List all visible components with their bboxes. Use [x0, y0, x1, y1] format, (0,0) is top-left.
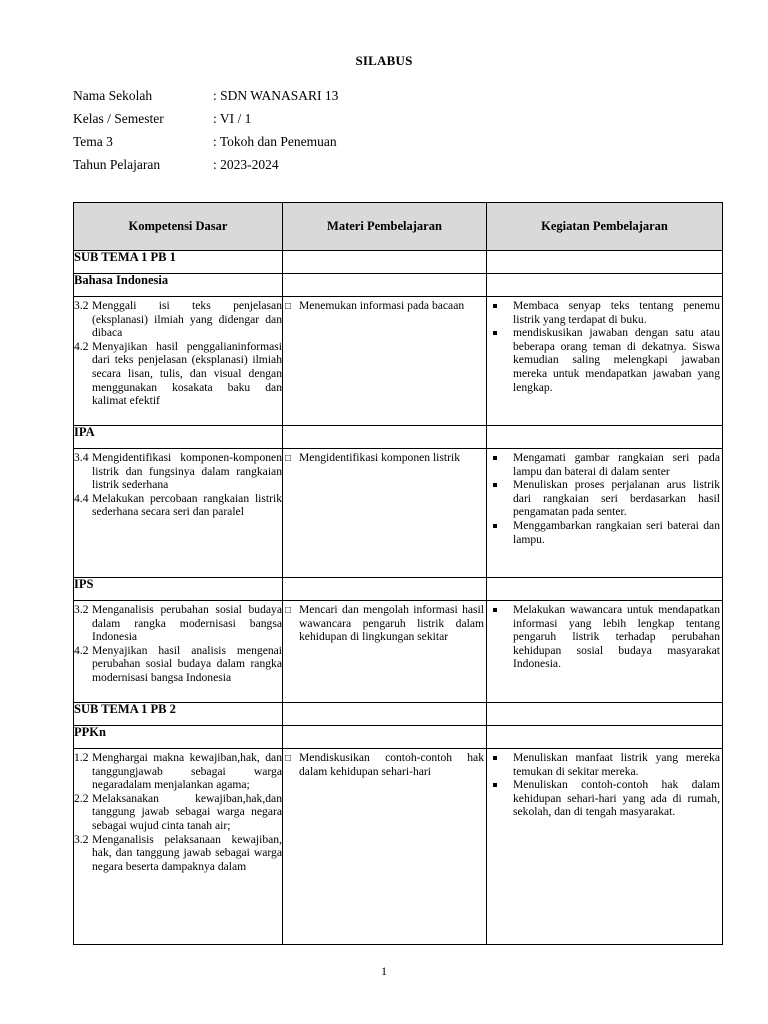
materi-text: Menemukan informasi pada bacaan	[299, 299, 465, 312]
meta-info	[73, 88, 338, 180]
kegiatan-cell	[487, 297, 723, 426]
checkbox-glyph-icon: □	[285, 605, 292, 616]
subtema-row	[74, 251, 723, 274]
kd-text: Mengidentifikasi komponen-komponen listrik dan fungsinya dalam rangkaian listrik sederhana	[92, 451, 282, 492]
kegiatan-list	[487, 601, 722, 671]
kd-text: Melakukan percobaan rangkaian listrik sederhana secara seri dan paralel	[92, 491, 282, 519]
kd-text: Menggali isi teks penjelasan (eksplanasi) ilmiah yang didengar dan dibaca	[92, 299, 282, 340]
list-item: Menuliskan proses perjalanan arus listrik dari rangkaian seri berdasarkan hasil pengamatan pada senter.	[513, 478, 720, 519]
meta-label: Tahun Pelajaran	[73, 157, 161, 172]
kd-cell	[74, 449, 283, 578]
kd-number: 4.2	[74, 339, 89, 353]
syllabus-table	[73, 202, 723, 945]
kd-cell	[74, 297, 283, 426]
subject-row	[74, 274, 723, 297]
kd-text: Menyajikan hasil analisis mengenai perubahan sosial budaya dalam rangka modernisasi bangsa Indonesia	[92, 643, 282, 684]
list-item: Menuliskan contoh-contoh hak dalam kehidupan sehari-hari yang ada di rumah, sekolah, dan di tengah masyarakat.	[513, 778, 720, 819]
page-number: 1	[381, 964, 387, 978]
list-item: Membaca senyap teks tentang penemu listrik yang terdapat di buku.	[513, 299, 720, 326]
table-row	[74, 601, 723, 703]
materi-cell	[283, 297, 487, 426]
kegiatan-cell	[487, 601, 723, 703]
header-materi: Materi Pembelajaran	[283, 203, 487, 251]
subject-row	[74, 726, 723, 749]
subject-title: IPS	[74, 578, 283, 601]
subtema-row	[74, 703, 723, 726]
document-title: SILABUS	[355, 53, 413, 68]
materi-text: Mengidentifikasi komponen listrik	[299, 451, 461, 464]
kegiatan-cell	[487, 449, 723, 578]
meta-value: : Tokoh dan Penemuan	[213, 134, 337, 149]
subject-title: PPKn	[74, 726, 283, 749]
meta-row-class	[73, 111, 338, 134]
kd-cell	[74, 601, 283, 703]
table-row	[74, 297, 723, 426]
kd-text: Menganalisis pelaksanaan kewajiban, hak, dan tanggung jawab sebagai warga negara beserta dampaknya dalam	[92, 832, 282, 873]
header-kompetensi: Kompetensi Dasar	[74, 203, 283, 251]
kd-number: 2.2	[74, 791, 89, 805]
subject-title: Bahasa Indonesia	[74, 274, 283, 297]
list-item: mendiskusikan jawaban dengan satu atau beberapa orang teman di dekatnya. Siswa kemudian saling melengkapi jawaban mereka untuk mendapatkan jawaban yang lengkap.	[513, 326, 720, 394]
checkbox-glyph-icon: □	[285, 753, 292, 764]
meta-value: : 2023-2024	[213, 157, 279, 172]
kd-number: 3.2	[74, 299, 89, 312]
list-item: Mengamati gambar rangkaian seri pada lampu dan baterai di dalam senter	[513, 451, 720, 478]
kd-text: Melaksanakan kewajiban,hak,dan tanggung jawab sebagai warga negara sebagai wujud cinta tanah air;	[92, 791, 282, 832]
kd-number: 4.2	[74, 643, 89, 657]
meta-row-theme	[73, 134, 338, 157]
kd-text: Menganalisis perubahan sosial budaya dalam rangka modernisasi bangsa Indonesia	[92, 603, 282, 644]
kd-cell	[74, 749, 283, 945]
subject-title: IPA	[74, 426, 283, 449]
materi-cell	[283, 449, 487, 578]
meta-row-school	[73, 88, 338, 111]
kd-number: 3.4	[74, 451, 89, 464]
table-row	[74, 749, 723, 945]
meta-row-year	[73, 157, 338, 180]
kd-number: 3.2	[74, 603, 89, 616]
kd-text: Menyajikan hasil penggalianinformasi dari teks penjelasan (eksplanasi) ilmiah secara lisan, tulis, dan visual dengan menggunakan kosakata baku dan kalimat efektif	[92, 339, 282, 408]
kd-number: 4.4	[74, 491, 89, 505]
materi-cell	[283, 749, 487, 945]
meta-label: Nama Sekolah	[73, 88, 153, 103]
header-kegiatan: Kegiatan Pembelajaran	[487, 203, 723, 251]
kd-number: 1.2	[74, 751, 89, 764]
table-header-row	[74, 203, 723, 251]
materi-text: Mendiskusikan contoh-contoh hak dalam kehidupan sehari-hari	[299, 751, 484, 778]
kegiatan-list	[487, 297, 722, 394]
subject-row	[74, 426, 723, 449]
meta-label: Kelas / Semester	[73, 111, 164, 126]
subtema-title: SUB TEMA 1 PB 1	[74, 251, 283, 274]
kegiatan-list	[487, 749, 722, 819]
materi-cell	[283, 601, 487, 703]
list-item: Melakukan wawancara untuk mendapatkan informasi yang lebih lengkap tentang pengaruh listrik terhadap perubahan kehidupan sosial budaya masyarakat Indonesia.	[513, 603, 720, 671]
checkbox-glyph-icon: □	[285, 453, 292, 464]
subject-row	[74, 578, 723, 601]
kd-number: 3.2	[74, 832, 89, 846]
kegiatan-cell	[487, 749, 723, 945]
table-row	[74, 449, 723, 578]
kegiatan-list	[487, 449, 722, 546]
meta-value: : VI / 1	[213, 111, 252, 126]
kd-text: Menghargai makna kewajiban,hak, dan tanggungjawab sebagai warga negaradalam menjalankan agama;	[92, 751, 282, 792]
subtema-title: SUB TEMA 1 PB 2	[74, 703, 283, 726]
meta-label: Tema 3	[73, 134, 113, 149]
materi-text: Mencari dan mengolah informasi hasil wawancara pengaruh listrik dalam kehidupan di lingkungan sekitar	[299, 603, 484, 644]
meta-value: : SDN WANASARI 13	[213, 88, 339, 103]
checkbox-glyph-icon: □	[285, 301, 292, 312]
list-item: Menggambarkan rangkaian seri baterai dan lampu.	[513, 518, 720, 546]
list-item: Menuliskan manfaat listrik yang mereka temukan di sekitar mereka.	[513, 751, 720, 778]
